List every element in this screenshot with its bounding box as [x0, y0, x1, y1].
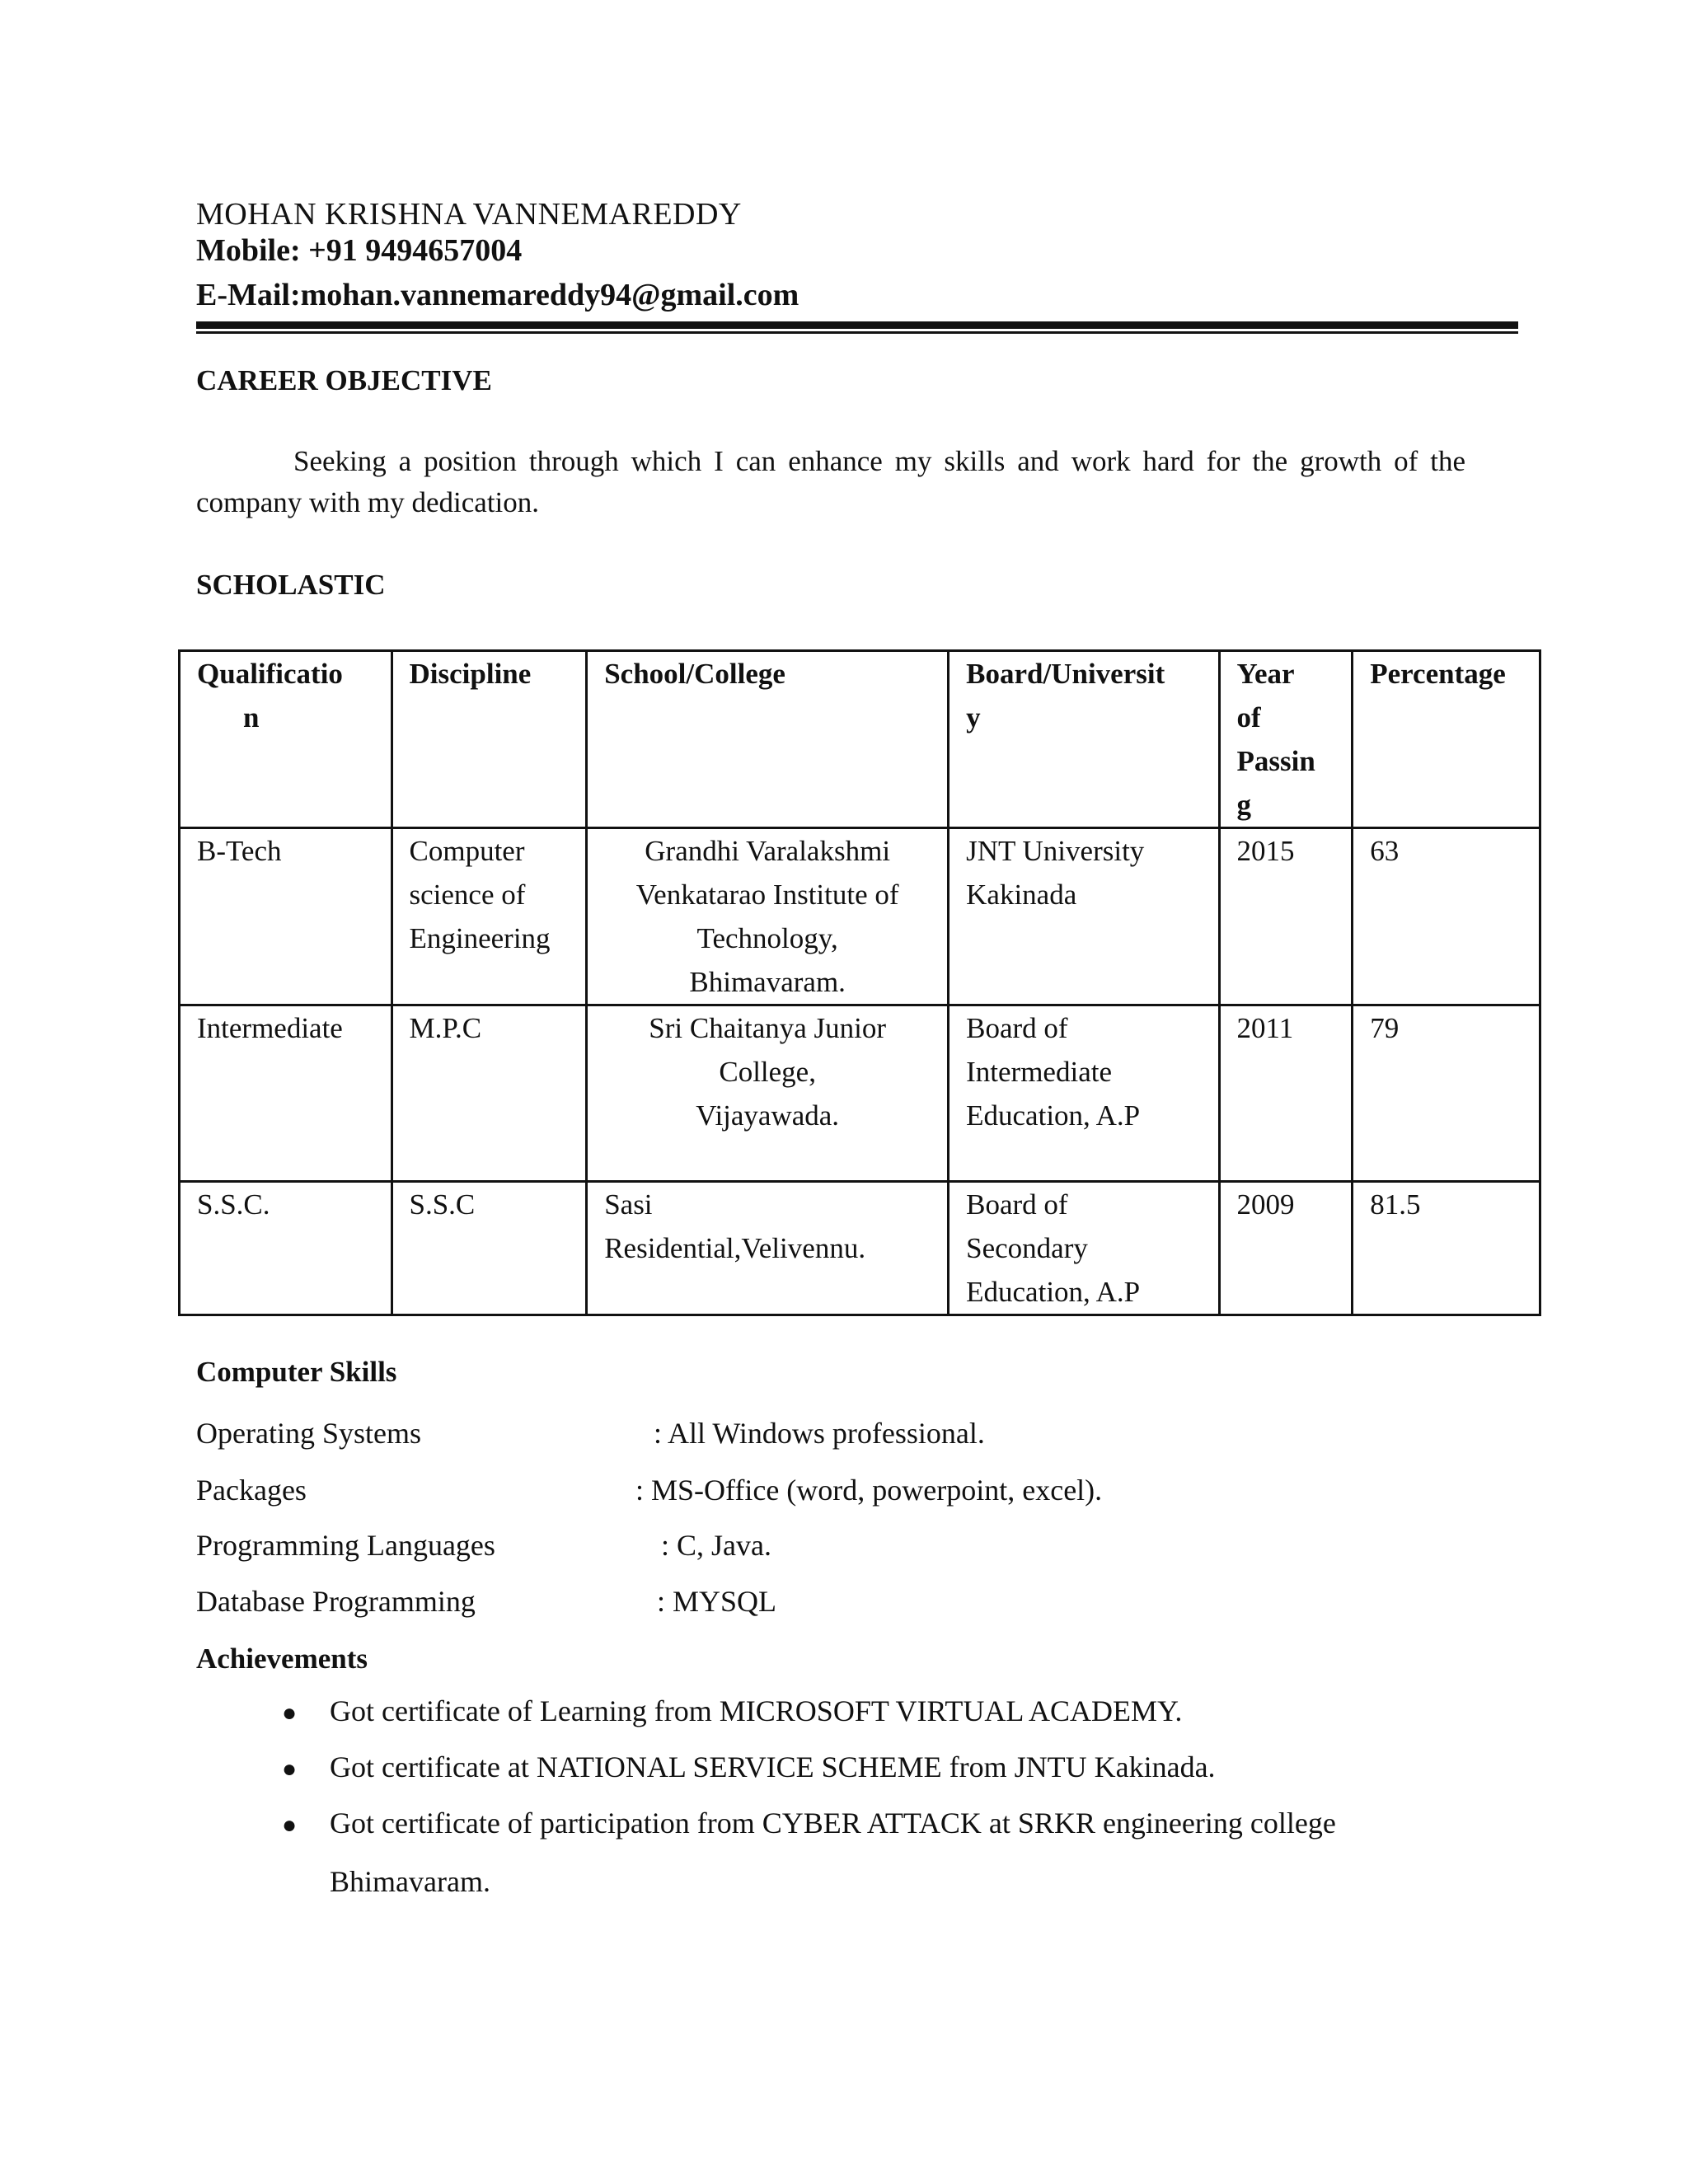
cell-qualification: S.S.C. — [180, 1182, 392, 1315]
cell-school — [587, 1005, 949, 1182]
cell-school-line: Bhimavaram. — [689, 966, 846, 998]
bullet-icon: ● — [282, 1811, 298, 1839]
skill-value-programming: : C, Java. — [661, 1529, 771, 1562]
cell-board-line: JNT University — [966, 835, 1145, 867]
cell-school-line: Sasi — [604, 1188, 653, 1221]
header-discipline: Discipline — [392, 651, 587, 828]
cell-school — [587, 828, 949, 1005]
computer-skills-heading: Computer Skills — [196, 1356, 397, 1388]
cell-school-line: Technology, — [696, 922, 838, 954]
header-divider-thin — [196, 331, 1518, 334]
achievement-item: Got certificate of participation from CYBER ATTACK at SRKR engineering college — [330, 1807, 1336, 1840]
cell-discipline-line: Computer — [409, 835, 525, 867]
cell-percentage: 79 — [1353, 1005, 1540, 1182]
career-objective-text: Seeking a position through which I can enhance my skills and work hard for the growth of the company with my dedication. — [196, 445, 1465, 518]
table-row — [180, 1182, 1540, 1315]
cell-qualification: Intermediate — [180, 1005, 392, 1182]
cell-school-line: Residential,Velivennu. — [604, 1232, 866, 1264]
header-year — [1219, 651, 1353, 828]
cell-year: 2009 — [1219, 1182, 1353, 1315]
cell-discipline-line: Engineering — [409, 922, 551, 954]
header-divider-thick — [196, 321, 1518, 329]
header-board — [949, 651, 1219, 828]
education-table — [178, 649, 1541, 1316]
cell-board — [949, 828, 1219, 1005]
skill-value-packages: : MS-Office (word, powerpoint, excel). — [635, 1474, 1103, 1507]
skill-label-packages: Packages — [196, 1474, 307, 1507]
cell-percentage: 63 — [1353, 828, 1540, 1005]
email-address: E-Mail:mohan.vannemareddy94@gmail.com — [196, 278, 799, 312]
cell-qualification: B-Tech — [180, 828, 392, 1005]
header-board-line2: y — [966, 701, 981, 733]
header-qualification — [180, 651, 392, 828]
skill-value-os: : All Windows professional. — [654, 1417, 985, 1450]
achievement-item-continuation: Bhimavaram. — [330, 1865, 490, 1898]
table-row — [180, 1005, 1540, 1182]
header-school: School/College — [587, 651, 949, 828]
header-year-line4: g — [1236, 789, 1252, 821]
header-qualification-line2: n — [243, 701, 260, 733]
cell-board-line: Board of — [966, 1188, 1068, 1221]
cell-discipline — [392, 1005, 587, 1182]
header-board-line1: Board/Universit — [966, 658, 1165, 690]
bullet-icon: ● — [282, 1755, 298, 1783]
cell-board-line: Education, A.P — [966, 1099, 1141, 1132]
cell-board — [949, 1182, 1219, 1315]
skill-label-os: Operating Systems — [196, 1417, 421, 1450]
header-year-line3: Passin — [1236, 745, 1315, 777]
cell-percentage: 81.5 — [1353, 1182, 1540, 1315]
cell-school-line: Grandhi Varalakshmi — [645, 835, 891, 867]
achievement-item: Got certificate at NATIONAL SERVICE SCHEME from JNTU Kakinada. — [330, 1750, 1216, 1783]
skill-label-database: Database Programming — [196, 1585, 476, 1618]
header-percentage: Percentage — [1353, 651, 1540, 828]
header-qualification-line1: Qualificatio — [197, 658, 343, 690]
cell-board-line: Secondary — [966, 1232, 1088, 1264]
cell-school-line: Venkatarao Institute of — [635, 879, 899, 911]
header-year-line1: Year — [1236, 658, 1295, 690]
cell-school-line: Sri Chaitanya Junior — [649, 1012, 887, 1044]
cell-board-line: Kakinada — [966, 879, 1077, 911]
skill-value-database: : MYSQL — [657, 1585, 777, 1618]
cell-board — [949, 1005, 1219, 1182]
table-row — [180, 828, 1540, 1005]
cell-board-line: Board of — [966, 1012, 1068, 1044]
bullet-icon: ● — [282, 1699, 298, 1727]
career-objective-heading: CAREER OBJECTIVE — [196, 364, 492, 396]
achievements-heading: Achievements — [196, 1643, 368, 1675]
cell-year: 2011 — [1219, 1005, 1353, 1182]
header-year-line2: of — [1236, 701, 1261, 733]
cell-board-line: Education, A.P — [966, 1276, 1141, 1308]
cell-school-line: College, — [719, 1056, 816, 1088]
mobile-number: Mobile: +91 9494657004 — [196, 233, 523, 268]
cell-discipline-line: S.S.C — [409, 1188, 476, 1221]
achievement-item: Got certificate of Learning from MICROSOFT VIRTUAL ACADEMY. — [330, 1694, 1183, 1727]
cell-board-line: Intermediate — [966, 1056, 1112, 1088]
cell-discipline-line: M.P.C — [409, 1012, 482, 1044]
cell-discipline — [392, 1182, 587, 1315]
cell-school-line: Vijayawada. — [696, 1099, 840, 1132]
scholastic-heading: SCHOLASTIC — [196, 569, 386, 601]
cell-school — [587, 1182, 949, 1315]
cell-discipline — [392, 828, 587, 1005]
cell-discipline-line: science of — [409, 879, 526, 911]
table-header-row — [180, 651, 1540, 828]
cell-year: 2015 — [1219, 828, 1353, 1005]
candidate-name: MOHAN KRISHNA VANNEMAREDDY — [196, 197, 742, 232]
skill-label-programming: Programming Languages — [196, 1529, 495, 1562]
